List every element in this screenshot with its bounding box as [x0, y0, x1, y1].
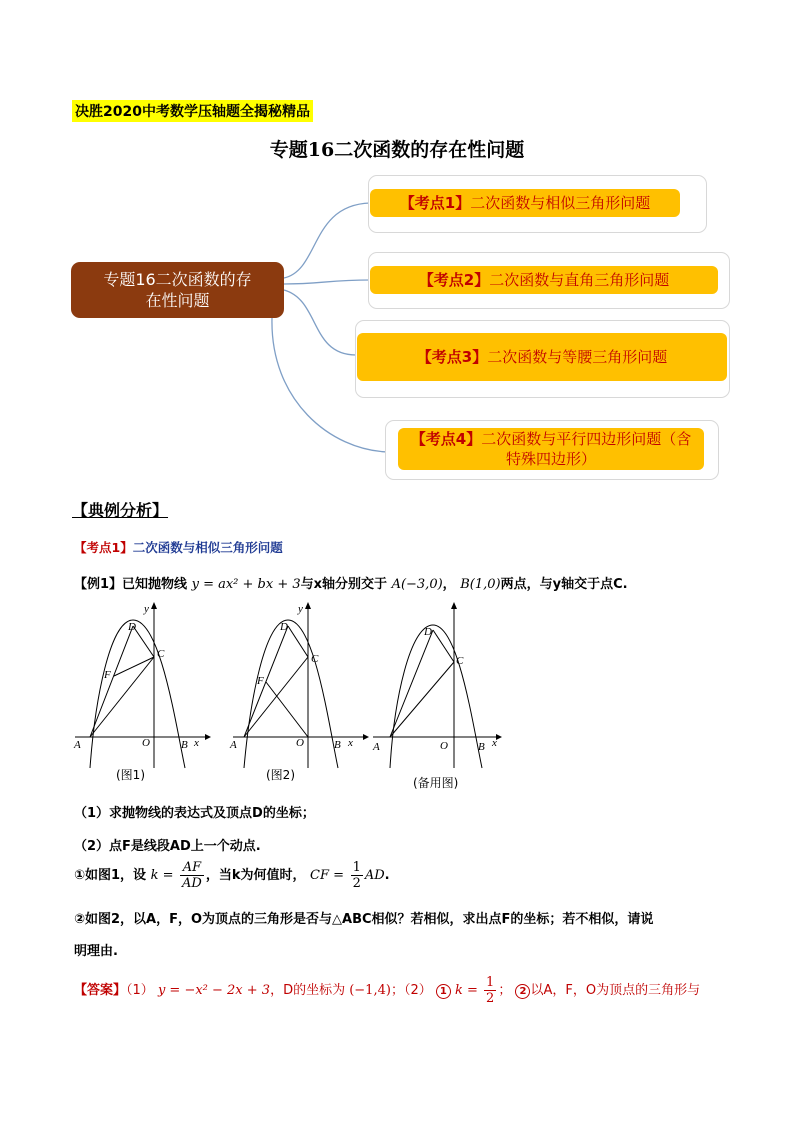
circle-2: 2: [515, 984, 530, 999]
topic-1-text: 二次函数与相似三角形问题: [470, 194, 651, 212]
question-2b-line1: ②如图2，以A，F，O为顶点的三角形是否与△ABC相似？若相似，求出点F的坐标；若不相似，请说: [74, 912, 654, 927]
kaodian-heading: 【考点1】二次函数与相似三角形问题: [74, 540, 283, 555]
fig3-x: x: [492, 737, 497, 749]
topic-4: [398, 428, 704, 470]
fig2-o: O: [296, 737, 304, 749]
fig1-x: x: [194, 737, 199, 749]
fig3-o: O: [440, 740, 448, 752]
fig3-b: B: [478, 741, 485, 753]
banner: 决胜2020中考数学压轴题全揭秘精品: [72, 100, 313, 122]
fig3-d: D: [424, 626, 432, 638]
topic-2-text: 二次函数与直角三角形问题: [489, 271, 670, 289]
figure-3: [368, 600, 518, 775]
figure-1-caption: (图1): [116, 768, 145, 782]
figure-3-caption: (备用图): [413, 776, 459, 790]
example-statement: 【例1】已知抛物线 y = ax² + bx + 3与x轴分别交于 A(−3,0)， B(1,0)两点，与y轴交于点C.: [74, 577, 628, 592]
fig2-d: D: [280, 621, 288, 633]
fig1-o: O: [142, 737, 150, 749]
fig2-x: x: [348, 737, 353, 749]
fig3-c: C: [456, 655, 464, 667]
question-2a: ①如图1，设 k = $\frac{AF}{AD}$ ，当k为何值时， CF = $\frac{1}{2}$ AD.: [74, 860, 390, 891]
fig2-a: A: [230, 739, 237, 751]
section-heading: 【典例分析】: [72, 501, 169, 520]
fig2-f: F: [257, 675, 264, 687]
question-2: （2）点F是线段AD上一个动点.: [74, 839, 261, 854]
figure-2-caption: (图2): [266, 768, 295, 782]
fig2-y: y: [298, 603, 303, 615]
topic-2: [370, 266, 718, 294]
question-2b-line2: 明理由.: [74, 944, 118, 959]
answer-line: 【答案】（1） y = −x² − 2x + 3，D的坐标为 (−1,4)；（2） 1 k = $\frac{1}{2}$ ； 2 以A，F，O为顶点的三角形与: [74, 975, 701, 1006]
fig2-c: C: [311, 653, 319, 665]
topic-3-tag: 【考点3】: [416, 348, 488, 366]
fig1-f: F: [104, 669, 111, 681]
fig1-a: A: [74, 739, 81, 751]
fig1-b: B: [181, 739, 188, 751]
fraction-half: $\frac{1}{2}$: [352, 860, 361, 891]
question-1: （1）求抛物线的表达式及顶点D的坐标；: [74, 806, 315, 821]
topic-3: [357, 333, 727, 381]
topic-1: [370, 189, 680, 217]
figure-1: [70, 600, 220, 775]
fraction-af-ad: $\frac{AF}{AD}$: [182, 860, 202, 891]
mindmap-center: [71, 262, 284, 318]
answer-fraction: $\frac{1}{2}$: [486, 975, 495, 1006]
topic-2-tag: 【考点2】: [418, 271, 490, 289]
fig1-c: C: [157, 648, 165, 660]
topic-4-text: 二次函数与平行四边形问题（含特殊四边形）: [481, 430, 692, 468]
topic-4-tag: 【考点4】: [410, 430, 482, 448]
fig3-a: A: [373, 741, 380, 753]
page-title: 专题16二次函数的存在性问题: [269, 139, 525, 161]
figure-2: [228, 600, 378, 775]
fig1-d: D: [128, 621, 136, 633]
fig2-b: B: [334, 739, 341, 751]
topic-3-text: 二次函数与等腰三角形问题: [487, 348, 668, 366]
circle-1: 1: [436, 984, 451, 999]
topic-1-tag: 【考点1】: [399, 194, 471, 212]
mindmap-center-text: 专题16二次函数的存在性问题: [103, 270, 252, 310]
fig1-y: y: [144, 603, 149, 615]
